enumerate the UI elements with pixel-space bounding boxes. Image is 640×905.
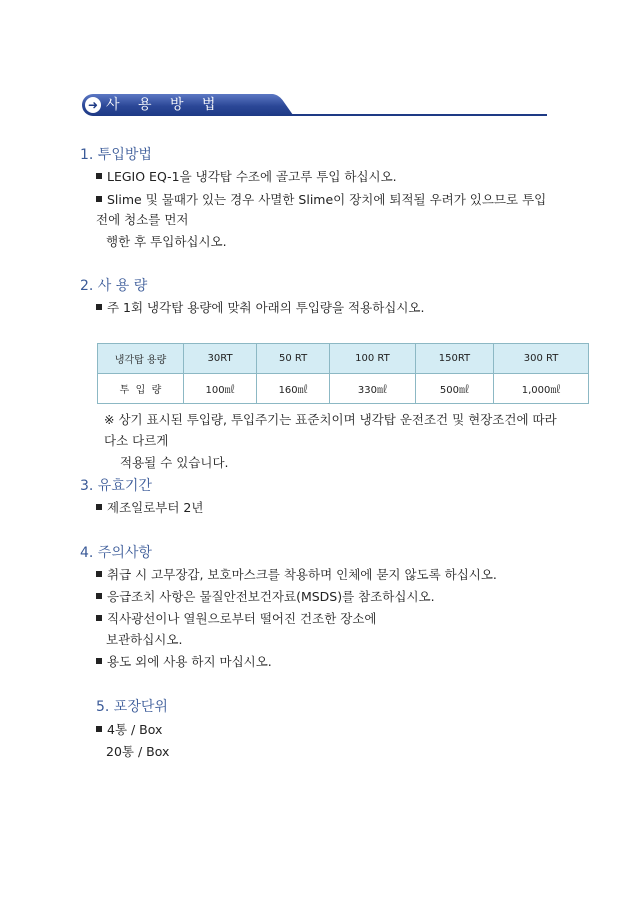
- table-cell: 500㎖: [415, 374, 493, 404]
- table-cell: 160㎖: [257, 374, 330, 404]
- list-item: 취급 시 고무장갑, 보호마스크를 착용하며 인체에 묻지 않도록 하십시오.: [96, 565, 497, 583]
- note-text: 적용될 수 있습니다.: [120, 455, 229, 470]
- bullet-square-icon: [96, 593, 102, 599]
- table-cell: 30RT: [184, 344, 257, 374]
- table-row: [98, 374, 589, 404]
- table-cell: 1,000㎖: [494, 374, 589, 404]
- table-cell: 50 RT: [257, 344, 330, 374]
- banner-underline: [268, 114, 547, 116]
- list-item: 직사광선이나 열원으로부터 떨어진 건조한 장소에: [96, 609, 376, 627]
- table-cell: 330㎖: [330, 374, 416, 404]
- bullet-square-icon: [96, 571, 102, 577]
- table-cell: 냉각탑 용량: [98, 344, 184, 374]
- list-item-continued: 보관하십시오.: [106, 632, 183, 647]
- list-item-continued: 행한 후 투입하십시오.: [106, 234, 227, 249]
- list-item: 제조일로부터 2년: [96, 498, 203, 516]
- note-text: ※ 상기 표시된 투입량, 투입주기는 표준치이며 냉각탑 운전조건 및 현장조건에 따라: [104, 412, 557, 427]
- bullet-square-icon: [96, 304, 102, 310]
- list-item: 용도 외에 사용 하지 마십시오.: [96, 652, 272, 670]
- section-heading-3: 3. 유효기간: [80, 478, 152, 494]
- table-cell: 300 RT: [494, 344, 589, 374]
- table-cell: 100 RT: [330, 344, 416, 374]
- bullet-square-icon: [96, 173, 102, 179]
- bullet-square-icon: [96, 504, 102, 510]
- list-item-continued: 전에 청소를 먼저: [96, 212, 189, 227]
- arrow-circle-icon: ➜: [85, 97, 101, 113]
- list-item: 응급조치 사항은 물질안전보건자료(MSDS)를 참조하십시오.: [96, 587, 435, 605]
- section-heading-1: 1. 투입방법: [80, 147, 152, 163]
- note-text: 다소 다르게: [104, 433, 169, 448]
- bullet-square-icon: [96, 658, 102, 664]
- table-cell: 150RT: [415, 344, 493, 374]
- section-heading-4: 4. 주의사항: [80, 545, 152, 561]
- table-cell: 100㎖: [184, 374, 257, 404]
- banner-tab: [82, 94, 268, 116]
- list-item: 주 1회 냉각탑 용량에 맞춰 아래의 투입량을 적용하십시오.: [96, 298, 424, 316]
- section-heading-2: 2. 사 용 량: [80, 278, 148, 294]
- dosage-table: [97, 343, 589, 404]
- list-item: LEGIO EQ-1을 냉각탑 수조에 골고루 투입 하십시오.: [96, 167, 397, 185]
- list-item: 4통 / Box: [96, 720, 162, 738]
- list-item: Slime 및 물때가 있는 경우 사멸한 Slime이 장치에 퇴적될 우려가 있으므로 투입: [96, 190, 546, 208]
- list-item-continued: 20통 / Box: [106, 744, 170, 759]
- section-heading-5: 5. 포장단위: [96, 699, 168, 715]
- banner-title: 사 용 방 법: [106, 97, 223, 113]
- bullet-square-icon: [96, 196, 102, 202]
- table-header-row: [98, 344, 589, 374]
- bullet-square-icon: [96, 615, 102, 621]
- bullet-square-icon: [96, 726, 102, 732]
- section-banner: [82, 94, 547, 116]
- table-cell: 투 입 량: [98, 374, 184, 404]
